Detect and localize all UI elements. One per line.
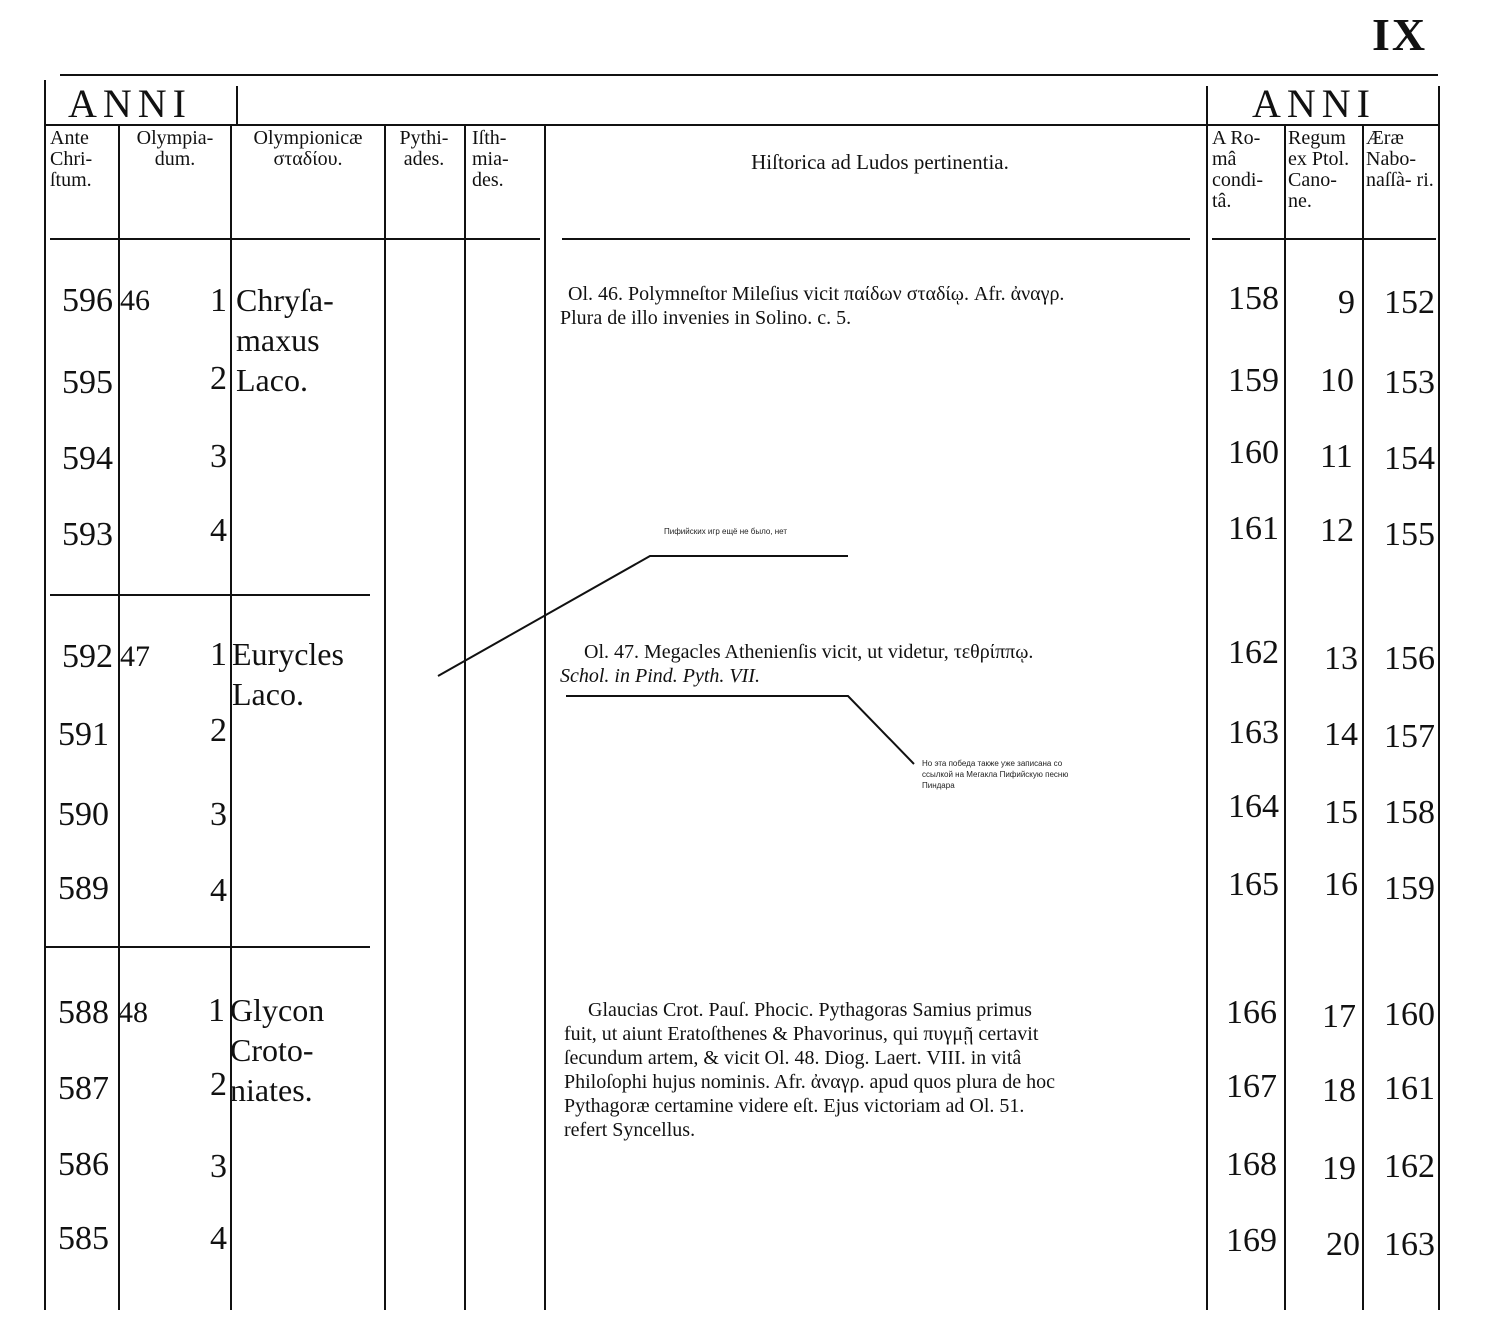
col-line-right-border xyxy=(1438,86,1440,1310)
winner-line: Laco. xyxy=(236,362,308,398)
regum-year: 13 xyxy=(1324,640,1358,677)
aerae-year: 156 xyxy=(1384,640,1435,677)
bc-year: 592 xyxy=(62,638,113,675)
olympic-winner-47 xyxy=(232,634,344,714)
olympiad-year: 1 xyxy=(210,282,227,319)
subheader-rule-mid xyxy=(562,238,1190,240)
olympiad-number: 46 xyxy=(120,284,150,317)
olympiad-separator xyxy=(44,946,370,948)
header-rule xyxy=(46,124,1438,126)
aerae-year: 153 xyxy=(1384,364,1435,401)
col-line-heading-divider xyxy=(236,86,238,126)
col-line-8 xyxy=(1362,126,1364,1310)
col-line-2 xyxy=(230,126,232,1310)
header-isthmiades: Iſth- mia- des. xyxy=(472,127,509,191)
roma-year: 166 xyxy=(1226,994,1277,1031)
winner-line: Laco. xyxy=(232,676,304,712)
annotation-note-1: Пифийских игр ещё не было, нет xyxy=(664,527,788,536)
regum-year: 10 xyxy=(1320,362,1354,399)
col-line-3 xyxy=(384,126,386,1310)
regum-year: 19 xyxy=(1322,1150,1356,1187)
regum-year: 14 xyxy=(1324,716,1358,753)
regum-year: 16 xyxy=(1324,866,1358,903)
olympiad-year: 4 xyxy=(210,1220,227,1257)
regum-year: 11 xyxy=(1320,438,1353,475)
olympic-winner-46 xyxy=(236,280,334,400)
aerae-year: 158 xyxy=(1384,794,1435,831)
header-aerae: Æræ Nabo- naſſà- ri. xyxy=(1366,127,1434,191)
note-line: Пиндара xyxy=(922,781,955,790)
roma-year: 159 xyxy=(1228,362,1279,399)
bc-year: 595 xyxy=(62,364,113,401)
bc-year: 589 xyxy=(58,870,109,907)
col-line-4 xyxy=(464,126,466,1310)
regum-year: 12 xyxy=(1320,512,1354,549)
roma-year: 168 xyxy=(1226,1146,1277,1183)
entry-line: fuit, ut aiunt Eratoſthenes & Phavorinus, qui πυγμῇ certavit xyxy=(564,1023,1039,1045)
aerae-year: 152 xyxy=(1384,284,1435,321)
roma-year: 169 xyxy=(1226,1222,1277,1259)
aerae-year: 160 xyxy=(1384,996,1435,1033)
entry-line: ſecundum artem, & vicit Ol. 48. Diog. Laert. VIII. in vitâ xyxy=(564,1047,1022,1069)
header-regum: Regum ex Ptol. Cano- ne. xyxy=(1288,127,1350,212)
olympiad-separator xyxy=(50,594,370,596)
aerae-year: 163 xyxy=(1384,1226,1435,1263)
header-historica: Hiſtorica ad Ludos pertinentia. xyxy=(751,150,1009,174)
olympiad-year: 4 xyxy=(210,512,227,549)
entry-line: Plura de illo invenies in Solino. c. 5. xyxy=(560,307,852,329)
annotation-note-2 xyxy=(922,758,1068,791)
bc-year: 590 xyxy=(58,796,109,833)
entry-line: refert Syncellus. xyxy=(564,1119,696,1141)
olympiad-number: 48 xyxy=(118,996,148,1029)
olympiad-year: 1 xyxy=(208,992,225,1029)
col-line-6 xyxy=(1206,86,1208,1310)
regum-year: 9 xyxy=(1338,284,1355,321)
col-line-5 xyxy=(544,126,546,1310)
col-line-7 xyxy=(1284,126,1286,1310)
annotation-leader-2 xyxy=(566,696,914,764)
roma-year: 160 xyxy=(1228,434,1279,471)
roma-year: 158 xyxy=(1228,280,1279,317)
regum-year: 20 xyxy=(1326,1226,1360,1263)
history-entry-ol46 xyxy=(560,282,1198,330)
olympiad-year: 4 xyxy=(210,872,227,909)
entry-line: Ol. 46. Polymneſtor Mileſius vicit παίδων σταδίῳ. Afr. ἀναγρ. xyxy=(568,283,1065,305)
bc-year: 588 xyxy=(58,994,109,1031)
bc-year: 585 xyxy=(58,1220,109,1257)
history-entry-ol47 xyxy=(560,640,1204,688)
col-line-left-border xyxy=(44,80,46,1310)
note-line: Но эта победа также уже записана со xyxy=(922,759,1063,768)
regum-year: 15 xyxy=(1324,794,1358,831)
roma-year: 163 xyxy=(1228,714,1279,751)
olympiad-number: 47 xyxy=(120,640,150,673)
olympiad-year: 2 xyxy=(210,712,227,749)
olympiad-year: 3 xyxy=(210,1148,227,1185)
olympic-winner-48 xyxy=(230,990,324,1110)
page-number: IX xyxy=(1372,9,1428,60)
roma-year: 162 xyxy=(1228,634,1279,671)
header-ante-christum: Ante Chri- ſtum. xyxy=(50,127,93,191)
olympiad-year: 2 xyxy=(210,1066,227,1103)
bc-year: 593 xyxy=(62,516,113,553)
subheader-rule-left xyxy=(50,238,540,240)
winner-line: Chryſa- xyxy=(236,282,334,318)
roma-year: 167 xyxy=(1226,1068,1277,1105)
olympiad-year: 3 xyxy=(210,438,227,475)
winner-line: niates. xyxy=(230,1072,313,1108)
header-olympionicae: Olympionicæ σταδίου. xyxy=(253,127,363,170)
olympiad-year: 3 xyxy=(210,796,227,833)
header-olympiadum: Olympia- dum. xyxy=(136,127,214,170)
entry-line: Ol. 47. Megacles Athenienſis vicit, ut videtur, τεθρίππῳ. xyxy=(584,641,1034,663)
aerae-year: 162 xyxy=(1384,1148,1435,1185)
entry-line: Glaucias Crot. Pauſ. Phocic. Pythagoras Samius primus xyxy=(588,999,1032,1021)
bc-year: 596 xyxy=(62,282,113,319)
roma-year: 161 xyxy=(1228,510,1279,547)
bc-year: 587 xyxy=(58,1070,109,1107)
bc-year: 594 xyxy=(62,440,113,477)
roma-year: 164 xyxy=(1228,788,1279,825)
entry-line: Pythagoræ certamine videre eſt. Ejus victoriam ad Ol. 51. xyxy=(564,1095,1025,1117)
regum-year: 17 xyxy=(1322,998,1356,1035)
aerae-year: 157 xyxy=(1384,718,1435,755)
winner-line: maxus xyxy=(236,322,320,358)
entry-line: Schol. in Pind. Pyth. VII. xyxy=(560,665,760,687)
aerae-year: 155 xyxy=(1384,516,1435,553)
bc-year: 586 xyxy=(58,1146,109,1183)
roma-year: 165 xyxy=(1228,866,1279,903)
winner-line: Croto- xyxy=(230,1032,314,1068)
winner-line: Glycon xyxy=(230,992,325,1028)
aerae-year: 154 xyxy=(1384,440,1435,477)
note-line: ссылкой на Мегакла Пифийскую песню xyxy=(922,770,1069,779)
anni-heading-left: ANNI xyxy=(68,81,192,126)
subheader-rule-right xyxy=(1212,238,1436,240)
header-a-roma: A Ro- mâ condi- tâ. xyxy=(1212,127,1264,212)
anni-heading-right: ANNI xyxy=(1252,81,1376,126)
olympiad-year: 1 xyxy=(210,636,227,673)
winner-line: Eurycles xyxy=(232,636,344,672)
aerae-year: 159 xyxy=(1384,870,1435,907)
regum-year: 18 xyxy=(1322,1072,1356,1109)
header-pythiades: Pythi- ades. xyxy=(399,127,449,170)
history-entry-ol48 xyxy=(564,998,1204,1142)
bc-year: 591 xyxy=(58,716,109,753)
olympiad-year: 2 xyxy=(210,360,227,397)
entry-line: Philoſophi hujus nominis. Afr. ἀναγρ. apud quos plura de hoc xyxy=(564,1071,1056,1093)
top-rule xyxy=(60,74,1438,76)
aerae-year: 161 xyxy=(1384,1070,1435,1107)
